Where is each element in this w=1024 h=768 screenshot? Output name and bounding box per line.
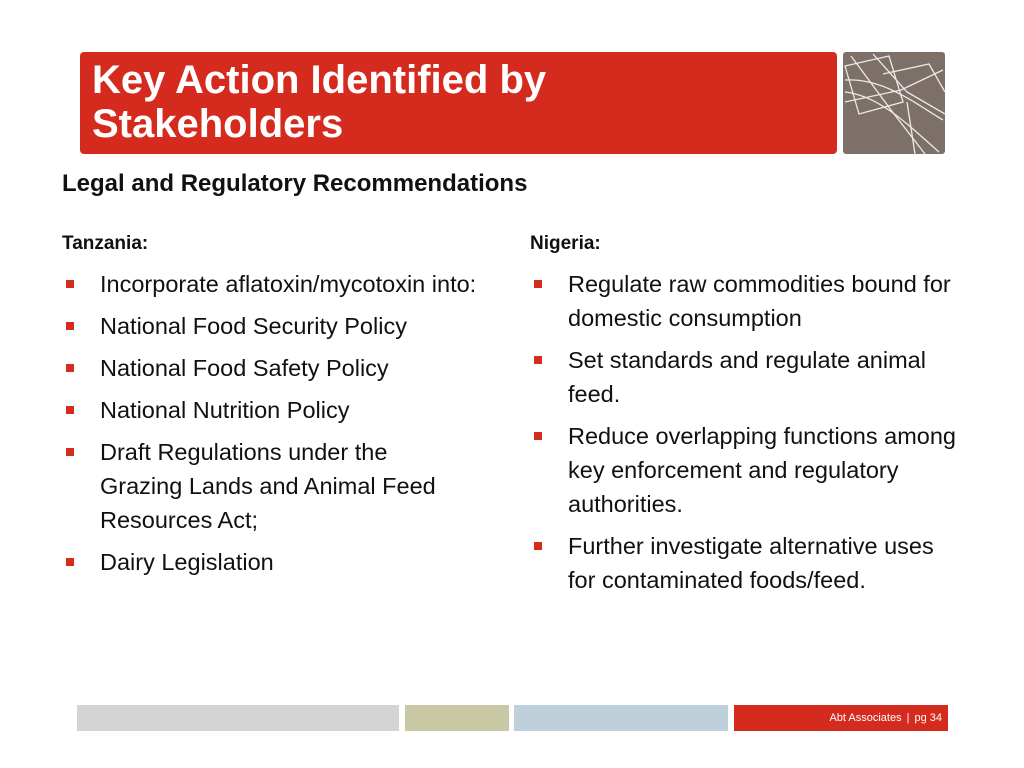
list-item-text: Incorporate aflatoxin/mycotoxin into:: [100, 271, 477, 297]
abt-lines-logo-icon: [843, 52, 945, 154]
footer-org: Abt Associates: [829, 712, 902, 724]
section-subtitle: Legal and Regulatory Recommendations: [62, 170, 528, 197]
nigeria-heading: Nigeria:: [530, 233, 601, 254]
list-item: [530, 529, 960, 597]
bullet-square-icon: [66, 406, 74, 414]
tanzania-heading: Tanzania:: [62, 233, 149, 254]
title-line-1: Key Action Identified by: [92, 58, 547, 102]
footer-bar-red: [734, 705, 948, 731]
footer-bar-blue: [514, 705, 728, 731]
list-item-text: Draft Regulations under the Grazing Lands and Animal Feed Resources Act;: [100, 439, 436, 533]
bullet-square-icon: [66, 364, 74, 372]
nigeria-list: [530, 267, 960, 597]
bullet-square-icon: [534, 356, 542, 364]
list-item: [62, 351, 502, 385]
list-item-text: Set standards and regulate animal feed.: [568, 347, 926, 407]
title-line-2: Stakeholders: [92, 102, 344, 146]
list-item: [530, 419, 960, 521]
list-item-text: National Nutrition Policy: [100, 397, 350, 423]
list-item-text: Dairy Legislation: [100, 549, 274, 575]
page-number: pg 34: [914, 712, 942, 724]
list-item: [62, 435, 502, 537]
list-item: [62, 309, 502, 343]
list-item: [62, 393, 502, 427]
tanzania-list: [62, 267, 502, 579]
bullet-square-icon: [534, 432, 542, 440]
bullet-square-icon: [534, 542, 542, 550]
footer-bar-olive: [405, 705, 509, 731]
footer-text: [829, 712, 942, 724]
bullet-square-icon: [66, 322, 74, 330]
bullet-square-icon: [534, 280, 542, 288]
footer-separator: |: [906, 712, 910, 724]
list-item-text: National Food Security Policy: [100, 313, 407, 339]
list-item-text: National Food Safety Policy: [100, 355, 389, 381]
tanzania-column: [62, 233, 502, 587]
page-title: [92, 58, 825, 146]
list-item: [62, 267, 502, 301]
nigeria-column: [530, 233, 960, 605]
title-bar: [80, 52, 837, 154]
list-item: [530, 343, 960, 411]
footer-bar-gray: [77, 705, 399, 731]
list-item: [62, 545, 502, 579]
list-item-text: Further investigate alternative uses for contaminated foods/feed.: [568, 533, 934, 593]
bullet-square-icon: [66, 280, 74, 288]
logo-lines-graphic: [843, 52, 945, 154]
bullet-square-icon: [66, 558, 74, 566]
bullet-square-icon: [66, 448, 74, 456]
list-item-text: Reduce overlapping functions among key enforcement and regulatory authorities.: [568, 423, 957, 517]
list-item: [530, 267, 960, 335]
list-item-text: Regulate raw commodities bound for domestic consumption: [568, 271, 951, 331]
